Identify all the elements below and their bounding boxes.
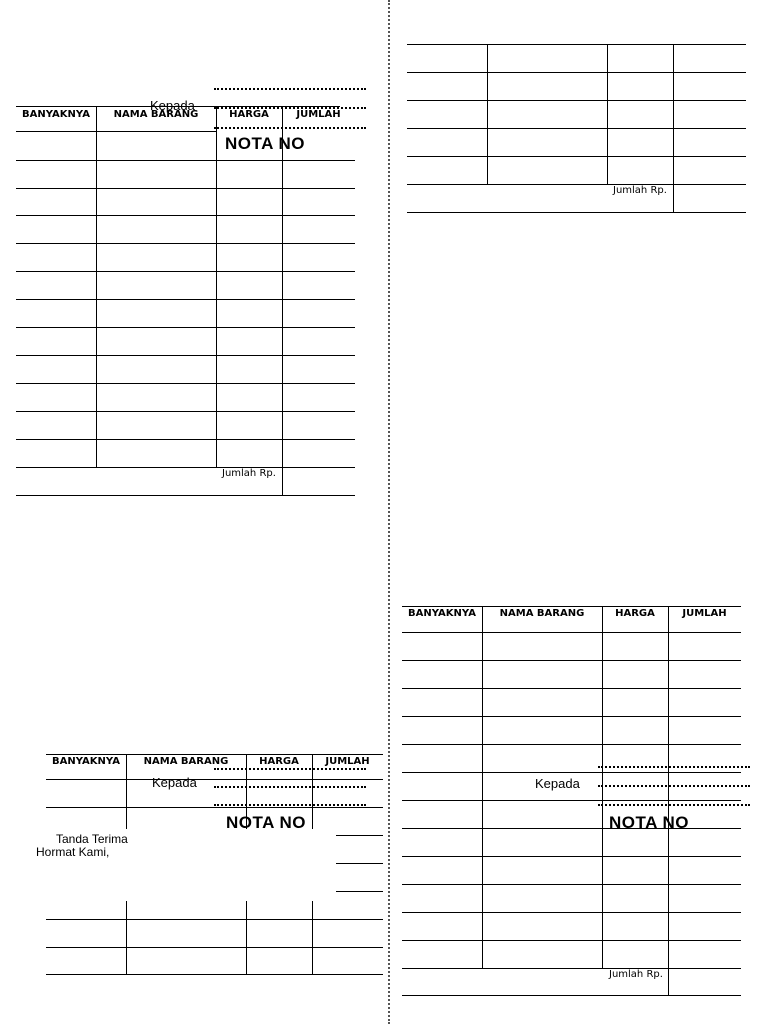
header-jumlah: JUMLAH [296,109,341,120]
header-nama-barang: NAMA BARANG [499,608,585,619]
kepada-label: Kepada [152,775,197,790]
center-cut-line [388,0,390,1024]
header-banyaknya: BANYAKNYA [408,608,476,619]
kepada-label: Kepada [150,98,195,113]
kepada-label: Kepada [535,776,580,791]
header-nama-barang: NAMA BARANG [113,109,199,120]
nota-number-label: NOTA NO [226,813,306,829]
header-harga: HARGA [229,109,269,120]
nota-number-label: NOTA NO [609,813,689,829]
total-label: Jumlah Rp. [222,468,276,479]
header-jumlah: JUMLAH [682,608,727,619]
header-banyaknya: BANYAKNYA [22,109,90,120]
header-jumlah: JUMLAH [325,756,370,767]
tanda-terima-label: Tanda Terima [56,832,128,846]
header-nama-barang: NAMA BARANG [143,756,229,767]
header-harga: HARGA [615,608,655,619]
header-harga: HARGA [259,756,299,767]
nota-number-label: NOTA NO [225,134,305,150]
total-label: Jumlah Rp. [609,969,663,980]
hormat-kami-label: Hormat Kami, [36,845,110,859]
header-banyaknya: BANYAKNYA [52,756,120,767]
total-label: Jumlah Rp. [613,185,667,196]
